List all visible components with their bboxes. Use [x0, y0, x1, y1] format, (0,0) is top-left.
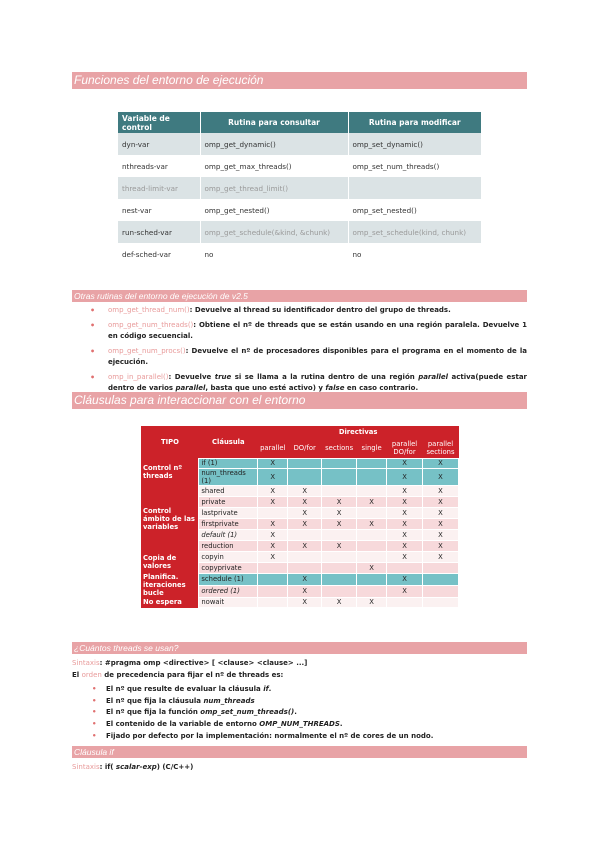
column-header-directivas: Directivas	[258, 426, 459, 438]
mark-cell: X	[258, 529, 288, 540]
item-text: .	[339, 720, 343, 729]
keyword: false	[325, 384, 345, 392]
bullet-icon: •	[92, 720, 97, 729]
mark-cell: X	[322, 519, 357, 530]
column-header-tipo: TIPO	[141, 426, 199, 458]
list-item	[92, 684, 433, 696]
order-line	[72, 670, 283, 681]
order-word: orden	[81, 671, 102, 679]
order-text: de precedencia para fijar el nº de threads es:	[101, 671, 284, 679]
mark-cell: X	[288, 519, 322, 530]
mark-cell: X	[258, 458, 288, 469]
table-cell: omp_set_num_threads()	[348, 155, 481, 177]
syntax-emphasis: scalar-exp	[115, 763, 157, 771]
table-header-row	[141, 426, 459, 438]
bullet-icon: •	[92, 696, 97, 705]
mark-cell: X	[288, 573, 322, 585]
syntax-line	[72, 658, 307, 669]
item-text: .	[268, 685, 272, 693]
table-row	[118, 155, 481, 177]
category-cell: Control ámbito de las variables	[141, 486, 199, 551]
mark-cell: X	[322, 597, 357, 608]
mark-cell: X	[322, 497, 357, 508]
directive-header: parallel sections	[422, 438, 458, 458]
mark-cell	[387, 562, 423, 573]
clause-cell: private	[199, 497, 258, 508]
mark-cell: X	[357, 497, 387, 508]
bullet-icon: •	[90, 320, 96, 330]
item-text: El contenido de la variable de entorno	[106, 720, 260, 729]
syntax-label: Sintaxis	[72, 659, 100, 667]
syntax-label: Sintaxis	[72, 763, 100, 771]
routine-text: en caso contrario.	[344, 384, 419, 392]
mark-cell: X	[422, 519, 458, 530]
mark-cell: X	[357, 519, 387, 530]
mark-cell: X	[422, 497, 458, 508]
mark-cell: X	[258, 497, 288, 508]
item-text: El nº que fija la función	[106, 708, 201, 717]
mark-cell	[422, 597, 458, 608]
mark-cell	[357, 585, 387, 597]
item-text: El nº que resulte de evaluar la cláusula	[106, 685, 264, 693]
mark-cell: X	[422, 529, 458, 540]
mark-cell: X	[288, 486, 322, 497]
clauses-table	[141, 426, 459, 608]
table-row	[141, 551, 459, 562]
directive-header: DO/for	[288, 438, 322, 458]
mark-cell: X	[387, 458, 423, 469]
routine-description: : Devuelve al thread su identificador dentro del grupo de threads.	[189, 306, 451, 314]
mark-cell: X	[288, 497, 322, 508]
mark-cell	[258, 597, 288, 608]
table-cell: omp_set_dynamic()	[348, 133, 481, 155]
table-cell: run-sched-var	[118, 221, 200, 243]
mark-cell	[357, 529, 387, 540]
section-heading-threads: ¿Cuántos threads se usan?	[72, 642, 527, 654]
mark-cell	[258, 573, 288, 585]
category-cell: Copia de valores	[141, 551, 199, 573]
mark-cell: X	[258, 540, 288, 551]
routine-name: omp_get_num_procs()	[108, 346, 186, 355]
mark-cell	[322, 469, 357, 486]
bullet-icon: •	[92, 708, 97, 717]
mark-cell: X	[387, 508, 423, 519]
precedence-list	[92, 684, 433, 743]
mark-cell: X	[357, 597, 387, 608]
mark-cell	[288, 529, 322, 540]
category-cell: Control nº threads	[141, 458, 199, 486]
table-row	[141, 458, 459, 469]
mark-cell	[357, 508, 387, 519]
syntax-text: : if(	[99, 763, 116, 771]
mark-cell: X	[422, 508, 458, 519]
table-header-row	[118, 112, 481, 133]
mark-cell	[288, 562, 322, 573]
clause-cell: default (1)	[199, 529, 258, 540]
mark-cell: X	[322, 540, 357, 551]
mark-cell: X	[357, 562, 387, 573]
routine-description: : Obtiene el nº de threads que se están usando en una región paralela. Devuelve 1 en código secuencial.	[108, 320, 527, 340]
control-variables-table	[118, 112, 481, 265]
mark-cell	[322, 486, 357, 497]
mark-cell: X	[422, 469, 458, 486]
item-emphasis: num_threads	[203, 696, 255, 705]
mark-cell	[422, 573, 458, 585]
table-row	[118, 199, 481, 221]
item-emphasis: if	[263, 685, 269, 693]
clause-cell: shared	[199, 486, 258, 497]
list-item	[92, 731, 433, 743]
column-header: Variable de control	[118, 112, 200, 133]
mark-cell: X	[387, 540, 423, 551]
mark-cell: X	[387, 529, 423, 540]
directive-header: sections	[322, 438, 357, 458]
mark-cell: X	[387, 497, 423, 508]
table-cell: dyn-var	[118, 133, 200, 155]
table-row	[118, 221, 481, 243]
table-cell: nthreads-var	[122, 161, 168, 171]
mark-cell: X	[288, 597, 322, 608]
routine-text: : Devuelve	[168, 372, 215, 381]
clause-cell: reduction	[199, 540, 258, 551]
item-text: El nº que fija la cláusula	[106, 696, 204, 705]
mark-cell: X	[422, 486, 458, 497]
mark-cell: X	[387, 486, 423, 497]
clause-cell: copyprivate	[199, 562, 258, 573]
mark-cell: X	[422, 540, 458, 551]
mark-cell	[258, 562, 288, 573]
column-header-clausula: Cláusula	[199, 426, 258, 458]
table-cell: thread-limit-var	[118, 177, 200, 199]
mark-cell: X	[288, 540, 322, 551]
bullet-icon: •	[92, 685, 97, 693]
table-row	[118, 133, 481, 155]
routine-name: omp_in_parallel()	[108, 372, 169, 381]
table-row	[141, 573, 459, 585]
mark-cell: X	[258, 551, 288, 562]
mark-cell: X	[387, 469, 423, 486]
syntax-text: ) (C/C++)	[156, 763, 194, 771]
clause-cell: firstprivate	[199, 519, 258, 530]
list-item	[92, 707, 433, 719]
mark-cell	[422, 585, 458, 597]
table-cell: omp_get_max_threads()	[200, 155, 348, 177]
column-header: Rutina para modificar	[348, 112, 481, 133]
mark-cell	[422, 562, 458, 573]
list-item	[92, 719, 433, 731]
routine-name: omp_get_thread_num()	[108, 306, 190, 314]
table-cell: omp_set_nested()	[348, 199, 481, 221]
item-emphasis: OMP_NUM_THREADS	[259, 720, 340, 729]
mark-cell	[288, 458, 322, 469]
mark-cell	[357, 458, 387, 469]
table-row	[118, 243, 481, 265]
mark-cell: X	[288, 585, 322, 597]
syntax-text: : #pragma omp <directive> [ <clause> <clause> ...]	[99, 659, 308, 667]
clause-cell: schedule (1)	[199, 573, 258, 585]
table-cell: omp_set_schedule(kind, chunk)	[348, 221, 481, 243]
mark-cell	[288, 551, 322, 562]
directive-header: parallel	[258, 438, 288, 458]
mark-cell	[258, 585, 288, 597]
mark-cell	[357, 469, 387, 486]
mark-cell: X	[422, 551, 458, 562]
mark-cell	[357, 551, 387, 562]
bullet-icon: •	[90, 346, 96, 356]
routine-name: omp_get_num_threads()	[108, 320, 194, 329]
clause-cell: num_threads (1)	[199, 469, 258, 486]
section-heading-other-routines: Otras rutinas del entorno de ejecución de v2.5	[72, 290, 527, 302]
mark-cell: X	[288, 508, 322, 519]
mark-cell	[322, 585, 357, 597]
list-item	[84, 305, 527, 317]
routine-text: activa(puede estar dentro de varios	[108, 372, 527, 392]
directive-header: single	[357, 438, 387, 458]
mark-cell: X	[387, 585, 423, 597]
clause-cell: copyin	[199, 551, 258, 562]
mark-cell: X	[387, 573, 423, 585]
mark-cell: X	[387, 519, 423, 530]
mark-cell: X	[258, 519, 288, 530]
item-emphasis: omp_set_num_threads()	[200, 708, 295, 717]
bullet-icon: •	[90, 306, 96, 315]
category-cell: Planifica. iteraciones bucle	[141, 573, 199, 597]
clause-cell: if (1)	[199, 458, 258, 469]
keyword: parallel	[418, 372, 449, 381]
category-cell: No espera	[141, 597, 199, 608]
table-cell	[348, 177, 481, 199]
mark-cell	[322, 458, 357, 469]
mark-cell	[357, 540, 387, 551]
mark-cell	[322, 551, 357, 562]
mark-cell: X	[258, 486, 288, 497]
column-header: Rutina para consultar	[200, 112, 348, 133]
clause-cell: lastprivate	[199, 508, 258, 519]
table-cell: omp_get_nested()	[200, 199, 348, 221]
mark-cell: X	[322, 508, 357, 519]
directive-header: parallel DO/for	[387, 438, 423, 458]
routine-text: , basta que uno esté activo) y	[205, 384, 326, 392]
bullet-icon: •	[90, 372, 96, 382]
table-row	[141, 486, 459, 497]
mark-cell	[322, 562, 357, 573]
clause-cell: ordered (1)	[199, 585, 258, 597]
list-item	[92, 696, 433, 708]
list-item	[84, 320, 527, 343]
section-heading-clauses: Cláusulas para interaccionar con el entorno	[72, 392, 527, 409]
order-text: El	[72, 671, 82, 679]
mark-cell: X	[422, 458, 458, 469]
routine-text: si se llama a la rutina dentro de una región	[231, 372, 419, 381]
table-cell: omp_get_schedule(&kind, &chunk)	[200, 221, 348, 243]
mark-cell	[322, 529, 357, 540]
keyword: true	[214, 372, 232, 381]
clause-cell: nowait	[199, 597, 258, 608]
mark-cell: X	[258, 469, 288, 486]
table-cell: omp_get_thread_limit()	[200, 177, 348, 199]
section-heading-runtime-functions: Funciones del entorno de ejecución	[72, 72, 527, 89]
item-text: .	[294, 708, 297, 717]
mark-cell	[258, 508, 288, 519]
section-heading-if-clause: Cláusula if	[72, 746, 527, 758]
mark-cell	[387, 597, 423, 608]
routines-list	[84, 305, 527, 398]
table-row	[118, 177, 481, 199]
table-row	[141, 597, 459, 608]
list-item	[84, 346, 527, 369]
syntax-line	[72, 762, 193, 773]
mark-cell	[357, 573, 387, 585]
mark-cell	[357, 486, 387, 497]
table-cell: def-sched-var	[122, 249, 171, 259]
item-text: Fijado por defecto por la implementación: normalmente el nº de cores de un nodo.	[106, 731, 434, 740]
table-cell: no	[200, 243, 348, 265]
bullet-icon: •	[92, 731, 97, 740]
routine-description: : Devuelve el nº de procesadores disponibles para el programa en el momento de la ejecución.	[108, 346, 527, 366]
mark-cell: X	[387, 551, 423, 562]
mark-cell	[322, 573, 357, 585]
table-cell: omp_get_dynamic()	[200, 133, 348, 155]
keyword: parallel	[175, 384, 206, 392]
mark-cell	[288, 469, 322, 486]
table-cell: no	[348, 243, 481, 265]
table-cell: nest-var	[122, 205, 152, 215]
